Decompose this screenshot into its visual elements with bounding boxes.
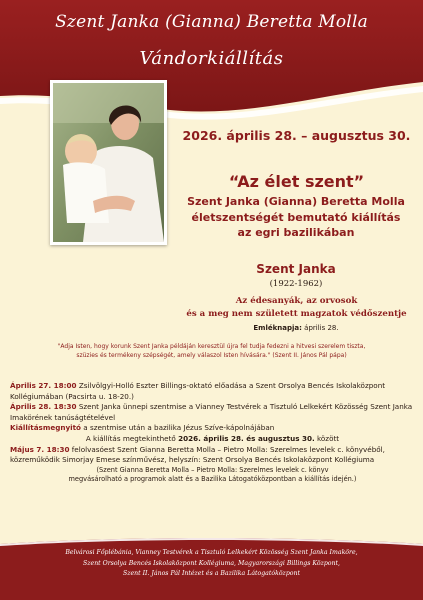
program-item <box>10 402 415 423</box>
quote-line1: "Adja Isten, hogy korunk Szent Janka példáján keresztül újra fel tudja fedezni a hitvesi szerelem tiszta, <box>57 343 366 350</box>
feast-day <box>176 324 416 332</box>
program-item <box>10 423 415 434</box>
program-text: között <box>314 433 340 443</box>
program-item <box>10 381 415 402</box>
quote-line2: szüzies és termékeny szépségét, amely válaszol Isten hívására." (Szent II. János Pál pápa) <box>76 352 347 359</box>
header-subtitle: Vándorkiállítás <box>139 48 284 69</box>
patron-line1: Az édesanyák, az orvosok <box>235 296 358 306</box>
program-text: a szentmise után a bazilika Jézus Szíve-kápolnájában <box>81 423 275 433</box>
exhibition-desc-line3: az egri bazilikában <box>237 226 355 239</box>
program-date: Április 28. 18:30 <box>10 402 77 412</box>
exhibition-description <box>176 194 416 241</box>
exhibition-desc-line1: Szent Janka (Gianna) Beretta Molla <box>187 195 405 208</box>
program-text: felolvasóest Szent Gianna Beretta Molla – Pietro Molla: Szerelmes levelek c. könyvéből, közreműködik Simorjay Emese színművész, helyszín: Szent Orsolya Bencés Iskolaközpont Kollégiuma <box>10 444 385 465</box>
footer-banner <box>0 536 423 600</box>
saint-name: Szent Janka <box>256 262 336 276</box>
program-date: Május 7. 18:30 <box>10 444 70 454</box>
program-note-line2: megvásárolható a programok alatt és a Bazilika Látogatóközpontban a kiállítás idején.) <box>68 475 357 484</box>
patron-text <box>170 295 423 320</box>
exhibition-desc-line2: életszentségét bemutató kiállítás <box>191 210 401 224</box>
program-item <box>10 445 415 466</box>
portrait-photo <box>50 80 167 245</box>
papal-quote <box>12 342 411 360</box>
patron-line2: és a meg nem született magzatok védőszentje <box>186 308 407 319</box>
exhibition-date-range: 2026. április 28. – augusztus 30. <box>182 128 411 143</box>
program-text: A kiállítás megtekinthető <box>85 433 179 443</box>
program-list <box>10 381 415 485</box>
organizers-line3: Szent II. János Pál Intézet és a Bazilika Látogatóközpont <box>123 570 300 577</box>
feast-date: április 28. <box>304 324 339 332</box>
organizers-line2: Szent Orsolya Bencés Iskolaközpont Kollégiuma, Magyarországi Billings Központ, <box>83 559 340 567</box>
mother-child-image <box>53 83 164 242</box>
exhibition-title: “Az élet szent” <box>228 172 365 191</box>
organizers-line1: Belvárosi Főplébánia, Vianney Testvérek a Tisztuló Lelkekért Közösség Szent Janka Imaköre, <box>65 549 358 556</box>
program-note <box>10 466 415 485</box>
program-label: Kiállításmegnyitó <box>10 423 81 433</box>
program-text: Szent Janka ünnepi szentmise a Vianney Testvérek a Tisztuló Lelkekért Közösség Szent Janka Imakörének tanúságtételével <box>10 402 413 422</box>
feast-label: Emléknapja: <box>253 324 302 332</box>
program-item <box>10 434 415 445</box>
program-text: Zsilvölgyi-Holló Eszter Billings-oktató előadása a Szent Orsolya Bencés Iskolaközpont Kollégiumában (Pacsirta u. 18-20.) <box>10 381 386 401</box>
organizers-list <box>10 548 413 580</box>
program-date: Április 27. 18:00 <box>10 381 77 390</box>
header-title: Szent Janka (Gianna) Beretta Molla <box>55 12 368 32</box>
program-dates: 2026. április 28. és augusztus 30. <box>178 433 315 443</box>
saint-years: (1922-1962) <box>269 279 323 289</box>
program-note-line1: (Szent Gianna Beretta Molla – Pietro Molla: Szerelmes levelek c. könyv <box>96 465 329 474</box>
